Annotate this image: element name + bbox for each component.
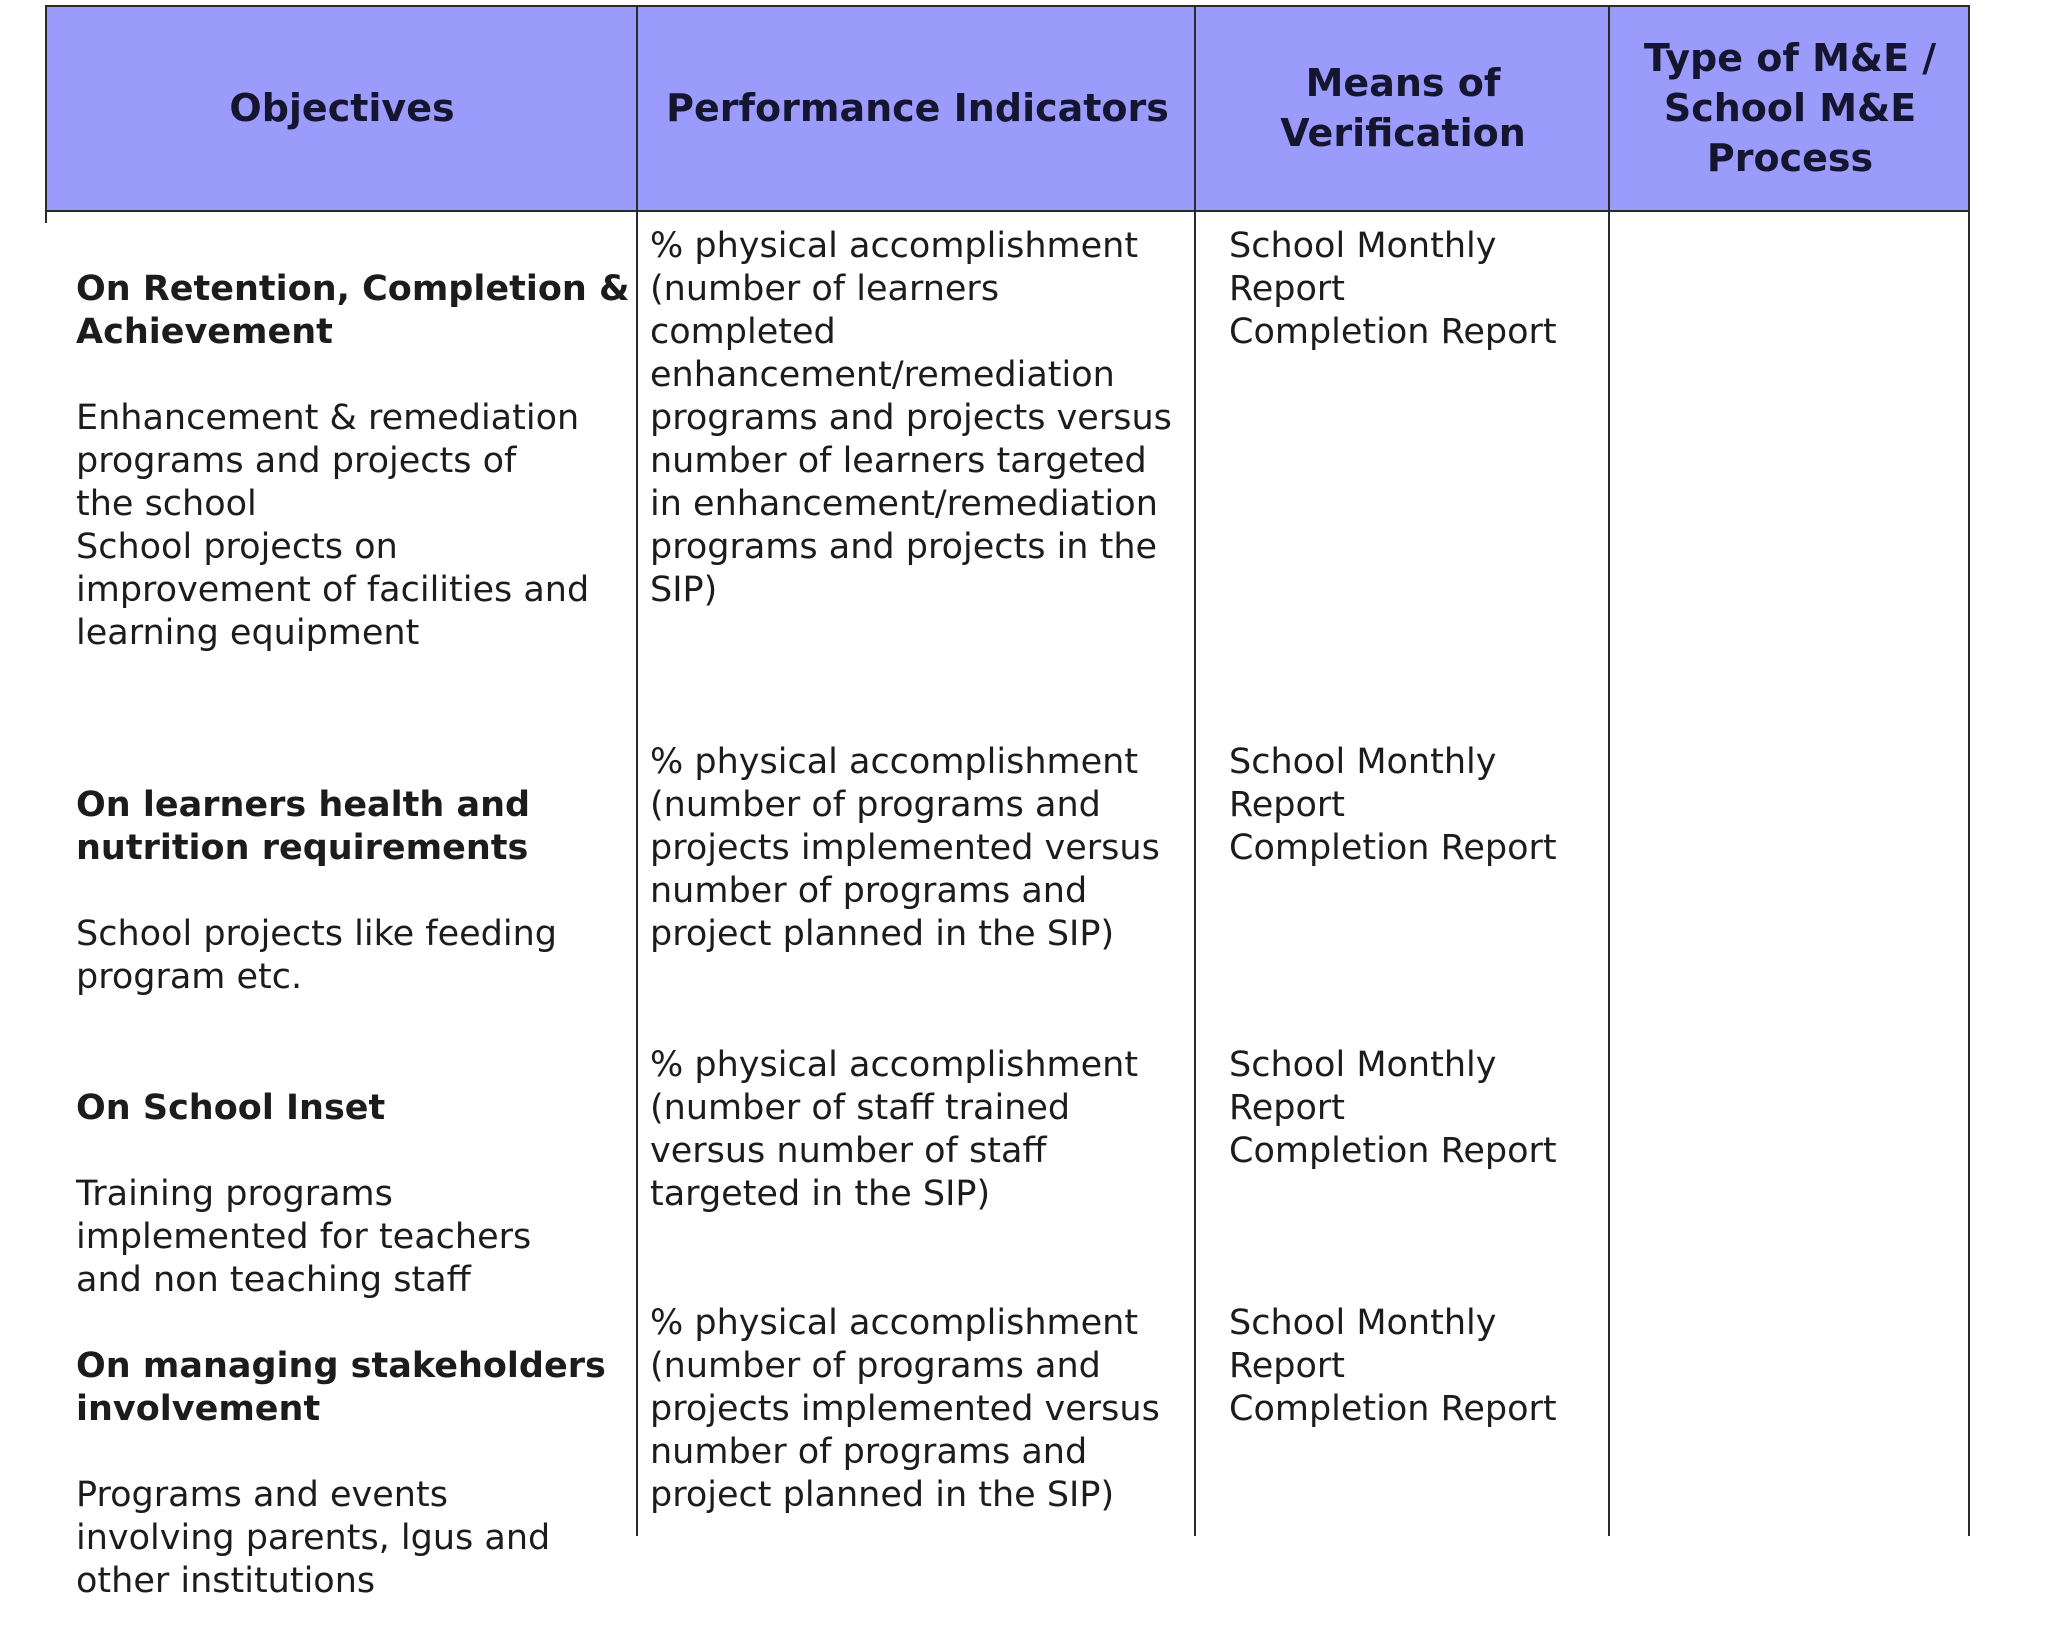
table-row [45,225,1970,705]
verification-cell: School Monthly Report Completion Report [1229,1303,1557,1429]
header-bottom-border [45,210,1970,212]
verification-cell: School Monthly Report Completion Report [1229,226,1557,352]
objective-cell [76,741,636,1042]
objective-body: Programs and events involving parents, lgus and other institutions [76,1475,551,1601]
me-table [45,5,1970,1601]
header-means-of-verification: Means of Verification [1280,61,1526,155]
objective-title: On Retention, Completion & Achievement [76,269,630,352]
indicator-cell: % physical accomplishment (number of staff trained versus number of staff targeted in the SIP) [650,1045,1139,1214]
header-performance-indicators: Performance Indicators [666,86,1169,130]
table-left-border [45,5,47,223]
objective-title: On learners health and nutrition requirements [76,785,531,868]
objective-title: On School Inset [76,1088,386,1128]
objective-body: Training programs implemented for teachers and non teaching staff [76,1174,532,1300]
indicator-cell: % physical accomplishment (number of programs and projects implemented versus number of programs and project planned in the SIP) [650,742,1160,954]
table-row [45,1044,1970,1300]
header-me-type: Type of M&E / School M&E Process [1643,36,1937,180]
column-divider [1608,5,1610,1536]
verification-cell: School Monthly Report Completion Report [1229,1045,1557,1171]
table-row [45,1302,1970,1601]
indicator-cell: % physical accomplishment (number of learners completed enhancement/remediation programs and projects versus number of learners targeted in enhancement/remediation programs and projects in the SIP) [650,226,1172,610]
header-objectives: Objectives [229,86,455,130]
table-right-border [1968,5,1970,1536]
column-divider [636,5,638,1536]
column-divider [1194,5,1196,1536]
objective-cell [76,1302,636,1646]
verification-cell: School Monthly Report Completion Report [1229,742,1557,868]
table-row [45,741,1970,1001]
objective-cell [76,1044,636,1345]
objective-cell [76,225,636,698]
objective-body: Enhancement & remediation programs and projects of the school School projects on improvement of facilities and learning equipment [76,398,590,653]
objective-title: On managing stakeholders involvement [76,1346,606,1429]
objective-body: School projects like feeding program etc. [76,914,558,997]
table-top-border [45,5,1970,7]
indicator-cell: % physical accomplishment (number of programs and projects implemented versus number of programs and project planned in the SIP) [650,1303,1160,1515]
